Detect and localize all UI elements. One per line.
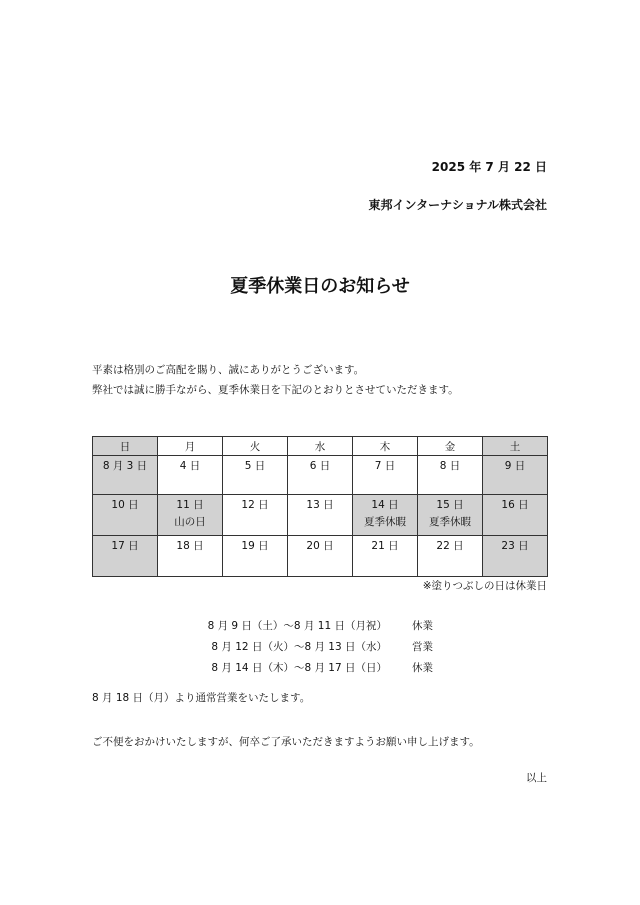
calendar-day-cell [418,456,483,495]
calendar-day-cell [288,536,353,577]
weekday-sat: 土 [483,437,548,456]
schedule-row [0,660,640,681]
calendar-day-label: 17 日 [111,540,139,552]
calendar-day-label: 11 日 [176,499,204,511]
calendar-day-label: 5 日 [244,460,266,472]
greeting-line-1: 平素は格別のご高配を賜り、誠にありがとうございます。 [92,364,365,376]
schedule-row [0,639,640,660]
calendar-day-cell [353,536,418,577]
calendar-week-row [93,536,548,577]
greeting-line-2: 弊社では誠に勝手ながら、夏季休業日を下記のとおりとさせていただきます。 [92,384,459,396]
calendar-day-label: 20 日 [306,540,334,552]
weekday-tue: 火 [223,437,288,456]
calendar-day-note: 山の日 [174,516,206,528]
calendar-day-label: 19 日 [241,540,269,552]
calendar-day-cell [483,536,548,577]
document-date: 2025 年 7 月 22 日 [431,160,547,174]
calendar-day-label: 13 日 [306,499,334,511]
calendar-day-label: 22 日 [436,540,464,552]
schedule-range: 8 月 9 日（土）〜8 月 11 日（月祝） [207,620,387,632]
schedule-list [0,618,640,681]
calendar-day-cell [158,536,223,577]
calendar-week-row [93,495,548,536]
calendar-day-label: 14 日 [371,499,399,511]
apology-text: ご不便をおかけいたしますが、何卒ご了承いただきますようお願い申し上げます。 [92,736,480,748]
schedule-status: 休業 [412,662,433,674]
calendar-day-cell [158,456,223,495]
resume-notice: 8 月 18 日（月）より通常営業をいたします。 [92,692,311,704]
weekday-fri: 金 [418,437,483,456]
calendar-day-cell [418,495,483,536]
calendar-day-cell [353,495,418,536]
schedule-status: 営業 [412,641,433,653]
schedule-status: 休業 [412,620,433,632]
company-name: 東邦インターナショナル株式会社 [368,198,547,212]
calendar-day-label: 4 日 [179,460,201,472]
calendar-day-cell [288,456,353,495]
calendar-day-cell [93,495,158,536]
schedule-range: 8 月 12 日（火）〜8 月 13 日（水） [211,641,387,653]
calendar-day-label: 8 日 [439,460,461,472]
weekday-wed: 水 [288,437,353,456]
weekday-mon: 月 [158,437,223,456]
weekday-sun: 日 [93,437,158,456]
calendar-day-cell [483,495,548,536]
calendar-day-note: 夏季休暇 [364,516,406,528]
schedule-range: 8 月 14 日（木）〜8 月 17 日（日） [211,662,387,674]
calendar-day-cell [223,536,288,577]
calendar-day-label: 15 日 [436,499,464,511]
weekday-thu: 木 [353,437,418,456]
calendar-day-cell [418,536,483,577]
calendar-weekday-row [93,437,548,456]
calendar-day-label: 18 日 [176,540,204,552]
schedule-row [0,618,640,639]
calendar-day-cell [93,536,158,577]
calendar-day-label: 9 日 [504,460,526,472]
calendar-day-label: 16 日 [501,499,529,511]
closing-text: 以上 [526,772,547,784]
calendar-day-label: 21 日 [371,540,399,552]
calendar-day-label: 8 月 3 日 [102,460,148,472]
calendar-day-cell [223,495,288,536]
calendar-day-cell [223,456,288,495]
calendar-day-note: 夏季休暇 [429,516,471,528]
calendar-day-cell [93,456,158,495]
calendar-day-cell [288,495,353,536]
calendar-day-label: 23 日 [501,540,529,552]
page-title: 夏季休業日のお知らせ [230,276,410,297]
calendar-day-cell [353,456,418,495]
calendar-day-cell [158,495,223,536]
calendar-day-label: 7 日 [374,460,396,472]
calendar-day-label: 10 日 [111,499,139,511]
calendar-note: ※塗りつぶしの日は休業日 [422,580,547,592]
calendar-day-label: 12 日 [241,499,269,511]
calendar-day-label: 6 日 [309,460,331,472]
calendar-day-cell [483,456,548,495]
calendar-week-row [93,456,548,495]
holiday-calendar [92,436,548,577]
